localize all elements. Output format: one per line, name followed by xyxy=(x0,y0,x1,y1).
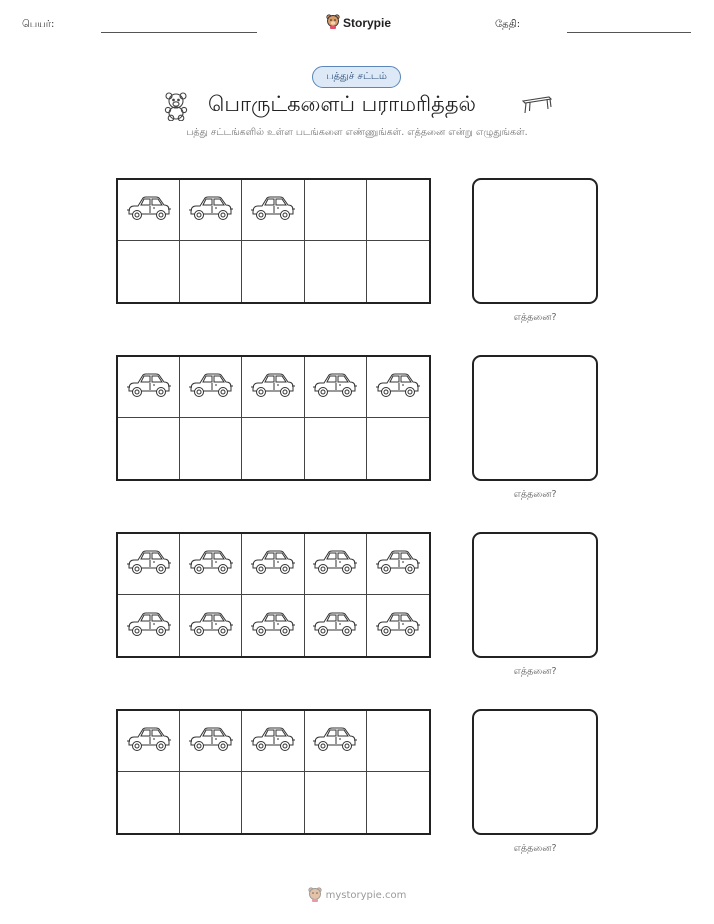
ten-frame-cell xyxy=(118,534,180,595)
ten-frame-cell xyxy=(305,241,367,302)
answer-box[interactable] xyxy=(472,355,598,481)
ten-frame-cell xyxy=(367,180,429,241)
ten-frame xyxy=(116,178,431,304)
ten-frame-cell xyxy=(367,241,429,302)
car-icon xyxy=(375,547,421,581)
ten-frame-cell xyxy=(305,357,367,418)
car-icon xyxy=(188,609,234,643)
car-icon xyxy=(188,547,234,581)
answer-box[interactable] xyxy=(472,532,598,658)
ten-frame-cell xyxy=(305,595,367,656)
name-line[interactable] xyxy=(101,32,257,33)
ten-frame-cell xyxy=(242,711,304,772)
car-icon xyxy=(250,370,296,404)
car-icon xyxy=(250,609,296,643)
date-label: தேதி: xyxy=(495,19,521,30)
footer-url[interactable]: mystorypie.com xyxy=(325,889,407,901)
topic-badge: பத்துச் சட்டம் xyxy=(312,66,401,88)
ten-frame-cell xyxy=(180,241,242,302)
answer-box[interactable] xyxy=(472,709,598,835)
ten-frame-cell xyxy=(118,595,180,656)
ten-frame-cell xyxy=(180,711,242,772)
ten-frame-cell xyxy=(180,772,242,833)
logo-text: Storypie xyxy=(343,16,392,30)
car-icon xyxy=(188,724,234,758)
answer-box[interactable] xyxy=(472,178,598,304)
ten-frame-cell xyxy=(118,711,180,772)
car-icon xyxy=(126,609,172,643)
table-icon xyxy=(521,95,553,119)
car-icon xyxy=(188,193,234,227)
ten-frame-cell xyxy=(180,418,242,479)
ten-frame-cell xyxy=(118,180,180,241)
storypie-logo xyxy=(326,13,391,33)
ten-frame-cell xyxy=(118,241,180,302)
ten-frame-cell xyxy=(180,357,242,418)
ten-frame-cell xyxy=(367,772,429,833)
ten-frame-cell xyxy=(118,418,180,479)
ten-frame-cell xyxy=(367,418,429,479)
car-icon xyxy=(312,724,358,758)
car-icon xyxy=(375,370,421,404)
car-icon xyxy=(312,609,358,643)
car-icon xyxy=(312,370,358,404)
footer xyxy=(0,884,714,906)
car-icon xyxy=(375,609,421,643)
ten-frame-cell xyxy=(242,772,304,833)
date-line[interactable] xyxy=(567,32,691,33)
ten-frame-cell xyxy=(305,418,367,479)
ten-frame-cell xyxy=(367,711,429,772)
how-many-label: எத்தனை? xyxy=(513,312,557,323)
page-title: பொருட்களைப் பராமரித்தல் xyxy=(208,92,476,116)
name-label: பெயர்: xyxy=(22,19,55,30)
car-icon xyxy=(188,370,234,404)
ten-frame-cell xyxy=(242,357,304,418)
ten-frame xyxy=(116,709,431,835)
ten-frame-cell xyxy=(367,534,429,595)
ten-frame-cell xyxy=(305,772,367,833)
car-icon xyxy=(126,370,172,404)
ten-frame-cell xyxy=(242,534,304,595)
instructions: பத்து சட்டங்களில் உள்ள படங்களை எண்ணுங்கள். எத்தனை என்று எழுதுங்கள். xyxy=(186,127,528,138)
bear-logo-icon xyxy=(308,886,322,905)
ten-frame-cell xyxy=(118,772,180,833)
car-icon xyxy=(250,193,296,227)
ten-frame-cell xyxy=(305,534,367,595)
how-many-label: எத்தனை? xyxy=(513,666,557,677)
ten-frame-cell xyxy=(242,595,304,656)
ten-frame xyxy=(116,355,431,481)
ten-frame-cell xyxy=(305,711,367,772)
bear-logo-icon xyxy=(326,13,340,33)
how-many-label: எத்தனை? xyxy=(513,489,557,500)
ten-frame-cell xyxy=(242,241,304,302)
ten-frame-cell xyxy=(242,180,304,241)
ten-frame-cell xyxy=(180,595,242,656)
ten-frame xyxy=(116,532,431,658)
car-icon xyxy=(126,547,172,581)
car-icon xyxy=(126,724,172,758)
how-many-label: எத்தனை? xyxy=(513,843,557,854)
ten-frame-cell xyxy=(180,180,242,241)
ten-frame-cell xyxy=(118,357,180,418)
ten-frame-cell xyxy=(367,357,429,418)
ten-frame-cell xyxy=(305,180,367,241)
ten-frame-cell xyxy=(180,534,242,595)
car-icon xyxy=(312,547,358,581)
ten-frame-cell xyxy=(367,595,429,656)
car-icon xyxy=(126,193,172,227)
car-icon xyxy=(250,724,296,758)
teddy-bear-icon xyxy=(163,91,189,125)
ten-frame-cell xyxy=(242,418,304,479)
car-icon xyxy=(250,547,296,581)
